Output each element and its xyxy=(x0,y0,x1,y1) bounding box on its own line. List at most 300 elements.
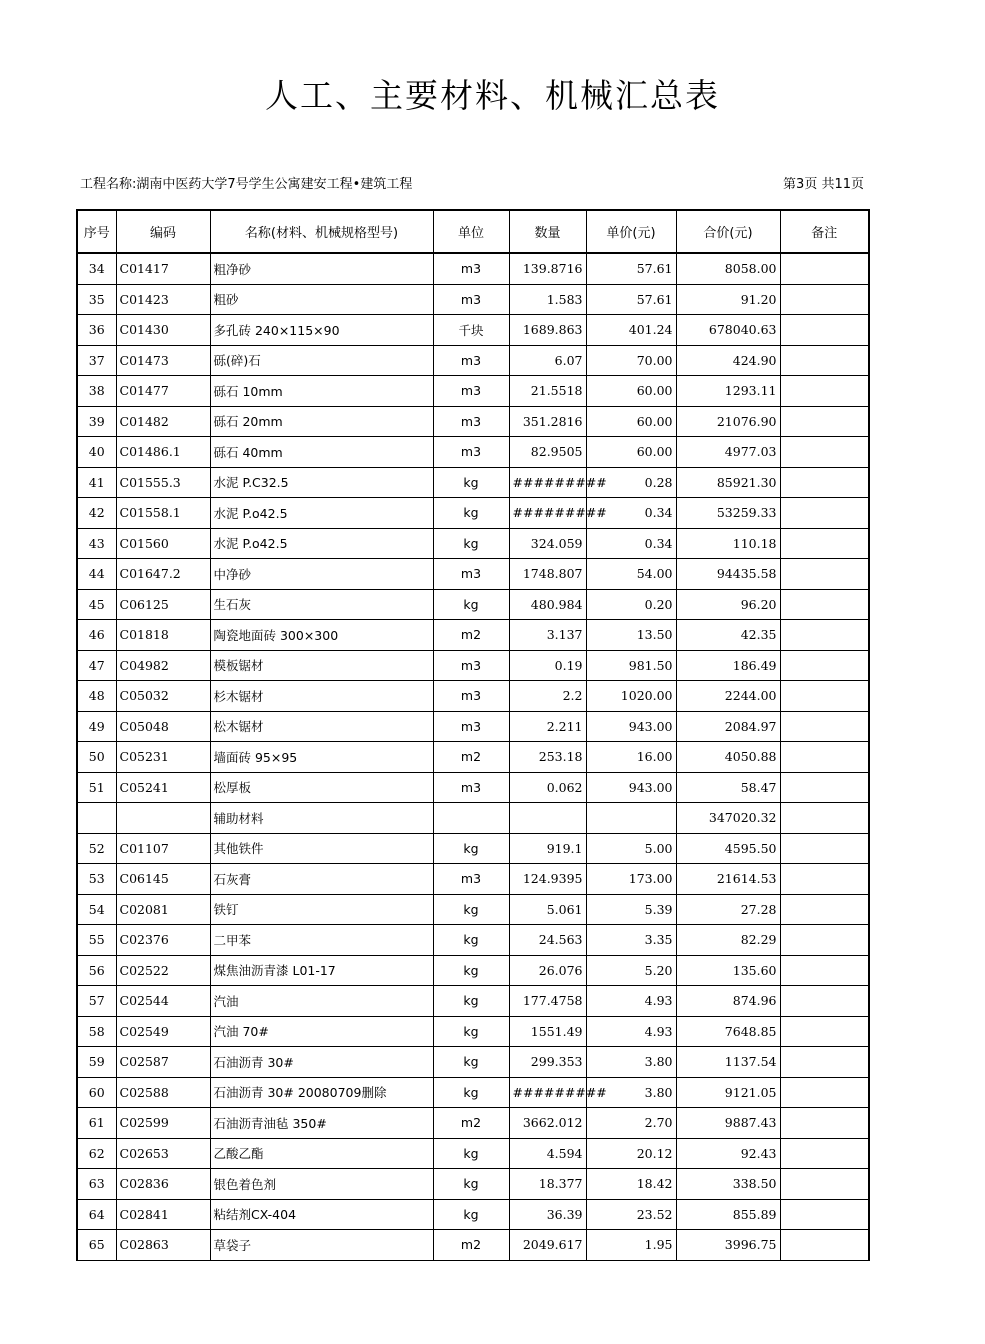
row-note xyxy=(780,497,869,528)
row-qty: 1748.807 xyxy=(509,558,586,589)
row-code: C02549 xyxy=(116,1016,210,1046)
row-qty: 299.353 xyxy=(509,1046,586,1077)
row-unit: m2 xyxy=(433,619,509,650)
table-row xyxy=(77,619,869,650)
row-code: C05048 xyxy=(116,711,210,741)
row-code: C06125 xyxy=(116,589,210,619)
row-qty: 124.9395 xyxy=(509,863,586,894)
row-qty: 480.984 xyxy=(509,589,586,619)
row-no: 52 xyxy=(77,833,116,863)
row-unit: kg xyxy=(433,467,509,497)
project-name: 工程名称:湖南中医药大学7号学生公寓建安工程•建筑工程 xyxy=(80,177,413,192)
row-total: 1293.11 xyxy=(676,375,780,406)
row-unit: kg xyxy=(433,955,509,985)
row-unit: m2 xyxy=(433,1107,509,1138)
row-price: 3.80 xyxy=(586,1046,676,1077)
table-row xyxy=(77,1138,869,1168)
row-qty: ######### xyxy=(509,467,586,497)
row-name: 银色着色剂 xyxy=(210,1168,433,1199)
row-no: 58 xyxy=(77,1016,116,1046)
row-note xyxy=(780,833,869,863)
row-price: 0.34 xyxy=(586,528,676,558)
row-qty: 324.059 xyxy=(509,528,586,558)
row-no: 54 xyxy=(77,894,116,924)
row-total: 678040.63 xyxy=(676,314,780,345)
row-code: C06145 xyxy=(116,863,210,894)
row-note xyxy=(780,558,869,589)
row-name: 砾石 20mm xyxy=(210,406,433,436)
table-row xyxy=(77,436,869,467)
col-header-code: 编码 xyxy=(116,210,210,253)
row-unit: m3 xyxy=(433,711,509,741)
row-no xyxy=(77,802,116,833)
row-qty: 177.4758 xyxy=(509,985,586,1016)
row-code: C02081 xyxy=(116,894,210,924)
row-total: 53259.33 xyxy=(676,497,780,528)
table-row xyxy=(77,1168,869,1199)
row-note xyxy=(780,1138,869,1168)
row-note xyxy=(780,711,869,741)
row-unit: kg xyxy=(433,833,509,863)
row-price: 5.20 xyxy=(586,955,676,985)
table-row xyxy=(77,1229,869,1260)
table-row xyxy=(77,253,869,284)
row-code: C02588 xyxy=(116,1077,210,1107)
col-header-note: 备注 xyxy=(780,210,869,253)
table-row xyxy=(77,1199,869,1229)
row-no: 36 xyxy=(77,314,116,345)
row-name: 石油沥青 30# 20080709删除 xyxy=(210,1077,433,1107)
row-qty: 18.377 xyxy=(509,1168,586,1199)
row-note xyxy=(780,1077,869,1107)
row-total: 2084.97 xyxy=(676,711,780,741)
table-header-row xyxy=(77,210,869,253)
row-price: 60.00 xyxy=(586,375,676,406)
row-no: 42 xyxy=(77,497,116,528)
row-qty: 24.563 xyxy=(509,924,586,955)
row-price: 60.00 xyxy=(586,436,676,467)
row-no: 56 xyxy=(77,955,116,985)
row-total: 110.18 xyxy=(676,528,780,558)
table-row xyxy=(77,711,869,741)
row-name: 粗净砂 xyxy=(210,253,433,284)
row-unit: m2 xyxy=(433,741,509,772)
row-unit: kg xyxy=(433,1199,509,1229)
row-name: 松木锯材 xyxy=(210,711,433,741)
row-qty xyxy=(509,802,586,833)
row-qty: 5.061 xyxy=(509,894,586,924)
row-no: 39 xyxy=(77,406,116,436)
row-total: 96.20 xyxy=(676,589,780,619)
row-price: 3.80 xyxy=(586,1077,676,1107)
row-code: C05231 xyxy=(116,741,210,772)
row-total: 94435.58 xyxy=(676,558,780,589)
row-no: 40 xyxy=(77,436,116,467)
table-row xyxy=(77,833,869,863)
row-unit: kg xyxy=(433,924,509,955)
row-no: 57 xyxy=(77,985,116,1016)
row-note xyxy=(780,1229,869,1260)
row-total: 338.50 xyxy=(676,1168,780,1199)
table-row xyxy=(77,1046,869,1077)
row-unit: kg xyxy=(433,985,509,1016)
row-code: C04982 xyxy=(116,650,210,680)
table-row xyxy=(77,863,869,894)
table-row xyxy=(77,650,869,680)
row-no: 61 xyxy=(77,1107,116,1138)
row-no: 48 xyxy=(77,680,116,711)
row-unit: m3 xyxy=(433,406,509,436)
row-qty: 2049.617 xyxy=(509,1229,586,1260)
row-unit xyxy=(433,802,509,833)
table-row xyxy=(77,467,869,497)
row-total: 1137.54 xyxy=(676,1046,780,1077)
row-note xyxy=(780,863,869,894)
row-price: 401.24 xyxy=(586,314,676,345)
row-unit: m3 xyxy=(433,253,509,284)
row-note xyxy=(780,650,869,680)
row-name: 砾石 40mm xyxy=(210,436,433,467)
row-total: 82.29 xyxy=(676,924,780,955)
row-qty: 3662.012 xyxy=(509,1107,586,1138)
row-qty: 2.2 xyxy=(509,680,586,711)
row-code: C02376 xyxy=(116,924,210,955)
row-qty: 139.8716 xyxy=(509,253,586,284)
row-price: 943.00 xyxy=(586,711,676,741)
row-qty: 3.137 xyxy=(509,619,586,650)
row-note xyxy=(780,436,869,467)
row-price: 54.00 xyxy=(586,558,676,589)
row-qty: 82.9505 xyxy=(509,436,586,467)
table-row xyxy=(77,589,869,619)
table-row xyxy=(77,741,869,772)
row-qty: 351.2816 xyxy=(509,406,586,436)
row-name: 铁钉 xyxy=(210,894,433,924)
row-note xyxy=(780,406,869,436)
row-note xyxy=(780,375,869,406)
row-price: 16.00 xyxy=(586,741,676,772)
row-qty: 4.594 xyxy=(509,1138,586,1168)
row-no: 47 xyxy=(77,650,116,680)
row-note xyxy=(780,741,869,772)
row-no: 59 xyxy=(77,1046,116,1077)
row-price: 4.93 xyxy=(586,1016,676,1046)
row-price: 57.61 xyxy=(586,284,676,314)
row-no: 35 xyxy=(77,284,116,314)
row-unit: m3 xyxy=(433,680,509,711)
row-name: 中净砂 xyxy=(210,558,433,589)
row-unit: m3 xyxy=(433,772,509,802)
table-row xyxy=(77,345,869,375)
row-unit: kg xyxy=(433,1046,509,1077)
row-no: 55 xyxy=(77,924,116,955)
row-name: 多孔砖 240×115×90 xyxy=(210,314,433,345)
row-code: C02841 xyxy=(116,1199,210,1229)
row-name: 粗砂 xyxy=(210,284,433,314)
row-price: 20.12 xyxy=(586,1138,676,1168)
row-name: 砾石 10mm xyxy=(210,375,433,406)
col-header-price: 单价(元) xyxy=(586,210,676,253)
row-price: 1020.00 xyxy=(586,680,676,711)
row-name: 生石灰 xyxy=(210,589,433,619)
row-note xyxy=(780,1046,869,1077)
row-unit: kg xyxy=(433,1016,509,1046)
row-name: 其他铁件 xyxy=(210,833,433,863)
row-note xyxy=(780,802,869,833)
row-no: 65 xyxy=(77,1229,116,1260)
row-code: C01482 xyxy=(116,406,210,436)
row-note xyxy=(780,314,869,345)
row-no: 37 xyxy=(77,345,116,375)
table-row xyxy=(77,894,869,924)
row-note xyxy=(780,1168,869,1199)
row-no: 64 xyxy=(77,1199,116,1229)
row-qty: 36.39 xyxy=(509,1199,586,1229)
row-qty: 0.062 xyxy=(509,772,586,802)
row-no: 45 xyxy=(77,589,116,619)
row-unit: kg xyxy=(433,497,509,528)
row-price: 3.35 xyxy=(586,924,676,955)
row-note xyxy=(780,955,869,985)
summary-table xyxy=(76,209,870,1261)
row-code: C02836 xyxy=(116,1168,210,1199)
row-total: 4595.50 xyxy=(676,833,780,863)
row-total: 85921.30 xyxy=(676,467,780,497)
col-header-name: 名称(材料、机械规格型号) xyxy=(210,210,433,253)
row-total: 7648.85 xyxy=(676,1016,780,1046)
row-unit: kg xyxy=(433,1077,509,1107)
row-total: 4977.03 xyxy=(676,436,780,467)
row-price: 18.42 xyxy=(586,1168,676,1199)
row-total: 9887.43 xyxy=(676,1107,780,1138)
row-price: 5.39 xyxy=(586,894,676,924)
table-row xyxy=(77,375,869,406)
row-unit: kg xyxy=(433,528,509,558)
row-unit: m3 xyxy=(433,650,509,680)
row-unit: m3 xyxy=(433,284,509,314)
row-unit: m3 xyxy=(433,436,509,467)
row-name: 砾(碎)石 xyxy=(210,345,433,375)
row-note xyxy=(780,345,869,375)
row-qty: 21.5518 xyxy=(509,375,586,406)
row-qty: 2.211 xyxy=(509,711,586,741)
row-name: 汽油 70# xyxy=(210,1016,433,1046)
table-row xyxy=(77,284,869,314)
table-row xyxy=(77,558,869,589)
row-price: 981.50 xyxy=(586,650,676,680)
row-no: 49 xyxy=(77,711,116,741)
row-unit: 千块 xyxy=(433,314,509,345)
row-name: 汽油 xyxy=(210,985,433,1016)
row-note xyxy=(780,253,869,284)
row-name: 模板锯材 xyxy=(210,650,433,680)
row-name: 草袋子 xyxy=(210,1229,433,1260)
row-qty: 6.07 xyxy=(509,345,586,375)
row-price: 57.61 xyxy=(586,253,676,284)
row-name: 石灰膏 xyxy=(210,863,433,894)
row-total: 27.28 xyxy=(676,894,780,924)
row-qty: 26.076 xyxy=(509,955,586,985)
row-price: 70.00 xyxy=(586,345,676,375)
row-unit: m3 xyxy=(433,345,509,375)
row-total: 92.43 xyxy=(676,1138,780,1168)
row-price: 0.28 xyxy=(586,467,676,497)
row-qty: ######### xyxy=(509,1077,586,1107)
table-row xyxy=(77,680,869,711)
row-total: 424.90 xyxy=(676,345,780,375)
row-total: 2244.00 xyxy=(676,680,780,711)
row-code: C01558.1 xyxy=(116,497,210,528)
row-total: 135.60 xyxy=(676,955,780,985)
row-price: 0.34 xyxy=(586,497,676,528)
row-name: 水泥 P.C32.5 xyxy=(210,467,433,497)
row-qty: 0.19 xyxy=(509,650,586,680)
row-code: C01473 xyxy=(116,345,210,375)
row-no: 41 xyxy=(77,467,116,497)
row-code: C02544 xyxy=(116,985,210,1016)
row-total: 8058.00 xyxy=(676,253,780,284)
row-no: 38 xyxy=(77,375,116,406)
table-row xyxy=(77,924,869,955)
table-body xyxy=(77,253,869,1260)
row-price: 943.00 xyxy=(586,772,676,802)
row-code: C02587 xyxy=(116,1046,210,1077)
row-total: 186.49 xyxy=(676,650,780,680)
row-code: C02599 xyxy=(116,1107,210,1138)
table-row xyxy=(77,772,869,802)
row-total: 874.96 xyxy=(676,985,780,1016)
row-no: 63 xyxy=(77,1168,116,1199)
table-row xyxy=(77,1077,869,1107)
row-code: C02863 xyxy=(116,1229,210,1260)
row-price: 4.93 xyxy=(586,985,676,1016)
row-price: 13.50 xyxy=(586,619,676,650)
row-price: 60.00 xyxy=(586,406,676,436)
row-unit: m2 xyxy=(433,1229,509,1260)
row-name: 墙面砖 95×95 xyxy=(210,741,433,772)
row-no: 43 xyxy=(77,528,116,558)
row-code: C05241 xyxy=(116,772,210,802)
row-note xyxy=(780,985,869,1016)
row-name: 煤焦油沥青漆 L01-17 xyxy=(210,955,433,985)
row-name: 杉木锯材 xyxy=(210,680,433,711)
table-row xyxy=(77,497,869,528)
row-no: 50 xyxy=(77,741,116,772)
row-code: C01486.1 xyxy=(116,436,210,467)
row-no: 44 xyxy=(77,558,116,589)
row-name: 辅助材料 xyxy=(210,802,433,833)
row-code: C01818 xyxy=(116,619,210,650)
row-code: C02522 xyxy=(116,955,210,985)
row-price xyxy=(586,802,676,833)
table-row xyxy=(77,406,869,436)
row-note xyxy=(780,619,869,650)
row-code: C01417 xyxy=(116,253,210,284)
row-code: C01423 xyxy=(116,284,210,314)
row-code: C01560 xyxy=(116,528,210,558)
row-total: 3996.75 xyxy=(676,1229,780,1260)
row-name: 陶瓷地面砖 300×300 xyxy=(210,619,433,650)
page-title: 人工、主要材料、机械汇总表 xyxy=(265,76,720,115)
table-row xyxy=(77,985,869,1016)
row-code: C01477 xyxy=(116,375,210,406)
row-total: 855.89 xyxy=(676,1199,780,1229)
row-no: 51 xyxy=(77,772,116,802)
row-note xyxy=(780,589,869,619)
row-qty: ######### xyxy=(509,497,586,528)
row-code: C01430 xyxy=(116,314,210,345)
col-header-no: 序号 xyxy=(77,210,116,253)
row-name: 石油沥青油毡 350# xyxy=(210,1107,433,1138)
row-unit: kg xyxy=(433,894,509,924)
row-name: 石油沥青 30# xyxy=(210,1046,433,1077)
row-price: 5.00 xyxy=(586,833,676,863)
row-note xyxy=(780,894,869,924)
row-price: 2.70 xyxy=(586,1107,676,1138)
row-name: 乙酸乙酯 xyxy=(210,1138,433,1168)
row-unit: kg xyxy=(433,1168,509,1199)
row-total: 42.35 xyxy=(676,619,780,650)
row-name: 二甲苯 xyxy=(210,924,433,955)
row-qty: 1551.49 xyxy=(509,1016,586,1046)
row-price: 0.20 xyxy=(586,589,676,619)
row-unit: kg xyxy=(433,1138,509,1168)
row-total: 347020.32 xyxy=(676,802,780,833)
row-price: 23.52 xyxy=(586,1199,676,1229)
row-total: 9121.05 xyxy=(676,1077,780,1107)
col-header-total: 合价(元) xyxy=(676,210,780,253)
row-note xyxy=(780,680,869,711)
row-note xyxy=(780,772,869,802)
row-name: 水泥 P.o42.5 xyxy=(210,497,433,528)
row-qty: 1.583 xyxy=(509,284,586,314)
row-note xyxy=(780,1016,869,1046)
row-no: 46 xyxy=(77,619,116,650)
row-code: C02653 xyxy=(116,1138,210,1168)
row-code: C05032 xyxy=(116,680,210,711)
row-note xyxy=(780,284,869,314)
row-no: 62 xyxy=(77,1138,116,1168)
row-unit: m3 xyxy=(433,375,509,406)
row-total: 4050.88 xyxy=(676,741,780,772)
row-unit: m3 xyxy=(433,863,509,894)
table-row xyxy=(77,1016,869,1046)
row-no: 53 xyxy=(77,863,116,894)
page-info: 第3页 共11页 xyxy=(783,177,864,192)
row-note xyxy=(780,467,869,497)
table-row xyxy=(77,528,869,558)
row-price: 173.00 xyxy=(586,863,676,894)
row-unit: m3 xyxy=(433,558,509,589)
col-header-unit: 单位 xyxy=(433,210,509,253)
table-row xyxy=(77,314,869,345)
row-no: 60 xyxy=(77,1077,116,1107)
row-qty: 1689.863 xyxy=(509,314,586,345)
row-no: 34 xyxy=(77,253,116,284)
row-total: 58.47 xyxy=(676,772,780,802)
row-note xyxy=(780,924,869,955)
row-note xyxy=(780,1199,869,1229)
row-unit: kg xyxy=(433,589,509,619)
row-note xyxy=(780,1107,869,1138)
row-total: 21076.90 xyxy=(676,406,780,436)
col-header-qty: 数量 xyxy=(509,210,586,253)
table-row xyxy=(77,955,869,985)
table-row xyxy=(77,802,869,833)
row-total: 21614.53 xyxy=(676,863,780,894)
row-code xyxy=(116,802,210,833)
row-total: 91.20 xyxy=(676,284,780,314)
